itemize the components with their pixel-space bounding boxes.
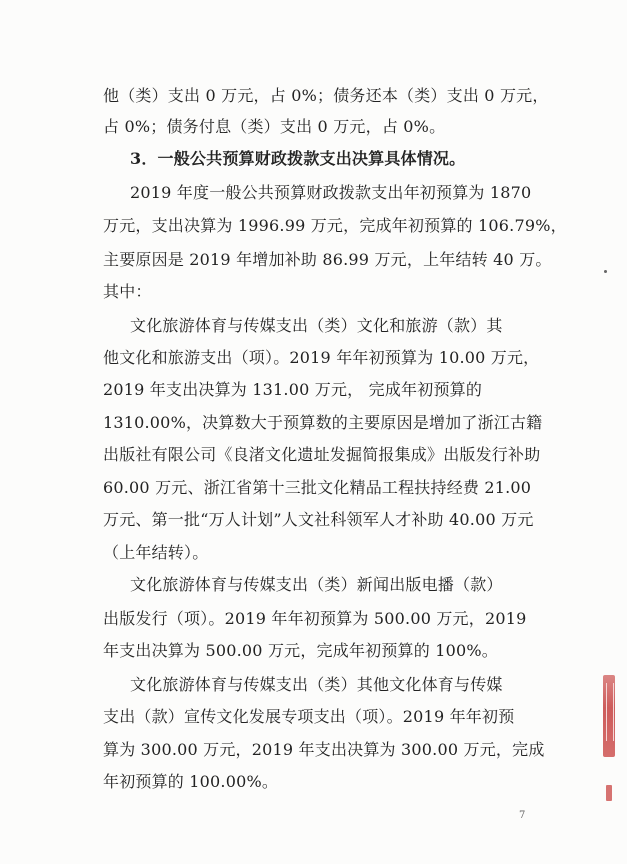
text-line: 万元，支出决算为 1996.99 万元，完成年初预算的 106.79%，: [103, 216, 567, 235]
seal-fragment: [606, 785, 612, 801]
text-line: 年初预算的 100.00%。: [103, 772, 279, 791]
text-line: 其中：: [103, 282, 152, 301]
text-line: 他文化和旅游支出（项）。2019 年年初预算为 10.00 万元，: [103, 348, 540, 367]
section-heading: 3．一般公共预算财政拨款支出决算具体情况。: [130, 149, 466, 168]
scan-mark: [604, 270, 607, 273]
text-line: 出版社有限公司《良渚文化遗址发掘简报集成》出版发行补助: [103, 445, 541, 464]
seal-stamp: [603, 675, 615, 757]
text-line: 算为 300.00 万元，2019 年支出决算为 300.00 万元，完成: [103, 740, 545, 759]
page-number: 7: [519, 810, 526, 821]
text-line: 文化旅游体育与传媒支出（类）新闻出版电播（款）: [130, 575, 503, 594]
text-line: 占 0%；债务付息（类）支出 0 万元，占 0%。: [103, 117, 446, 136]
text-line: 他（类）支出 0 万元，占 0%；债务还本（类）支出 0 万元，: [103, 86, 549, 105]
text-line: 出版发行（项）。2019 年年初预算为 500.00 万元，2019: [103, 609, 527, 628]
text-line: 支出（款）宣传文化发展专项支出（项）。2019 年年初预: [103, 707, 515, 726]
text-line: 万元、第一批“万人计划”人文社科领军人才补助 40.00 万元: [103, 510, 534, 529]
text-line: 2019 年度一般公共预算财政拨款支出年初预算为 1870: [130, 183, 532, 202]
text-line: 主要原因是 2019 年增加补助 86.99 万元，上年结转 40 万。: [103, 250, 552, 269]
text-line: 文化旅游体育与传媒支出（类）文化和旅游（款）其: [130, 316, 503, 335]
text-line: 年支出决算为 500.00 万元，完成年初预算的 100%。: [103, 641, 498, 660]
text-line: 60.00 万元、浙江省第十三批文化精品工程扶持经费 21.00: [103, 478, 532, 497]
text-line: 2019 年支出决算为 131.00 万元， 完成年初预算的: [103, 380, 483, 399]
text-line: 文化旅游体育与传媒支出（类）其他文化体育与传媒: [130, 675, 503, 694]
text-line: （上年结转）。: [103, 543, 209, 562]
text-line: 1310.00%，决算数大于预算数的主要原因是增加了浙江古籍: [103, 413, 543, 432]
